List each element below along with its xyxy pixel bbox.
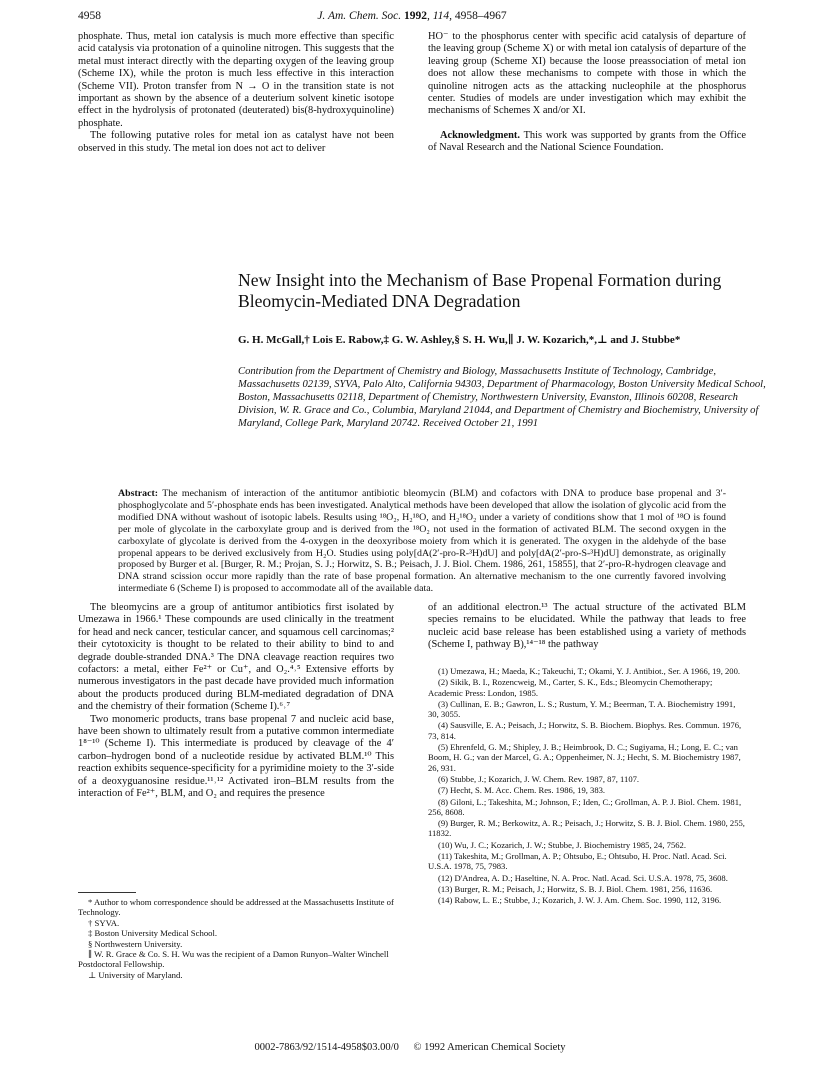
footnote: § Northwestern University. — [88, 938, 183, 949]
journal-name: J. Am. Chem. Soc. — [317, 10, 402, 22]
page-number: 4958 — [78, 10, 101, 22]
reference-item: (9) Burger, R. M.; Berkowitz, A. R.; Peisach, J.; Horwitz, S. B. J. Biol. Chem. 1980, 255, 11832. — [428, 818, 745, 839]
reference-item: (8) Giloni, L.; Takeshita, M.; Johnson, F.; Iden, C.; Grollman, A. P. J. Biol. Chem. 1981, 256, 8608. — [428, 796, 742, 817]
prev-article-right-column — [428, 31, 746, 155]
issn-code: 0002-7863/92/1514-4958$03.00/0 — [254, 1042, 399, 1053]
article-title: New Insight into the Mechanism of Base Propenal Formation during Bleomycin-Mediated DNA Degradation — [238, 270, 722, 311]
body-right-column — [428, 602, 746, 652]
references — [428, 666, 746, 907]
footnotes — [78, 897, 394, 980]
footnote-rule — [78, 892, 136, 893]
running-header — [78, 10, 746, 26]
journal-citation: J. Am. Chem. Soc. 1992, 114, 4958–4967 — [317, 10, 507, 22]
body-paragraph: Two monomeric products, trans base propenal 7 and nucleic acid base, have been shown to ultimately result from a putative common intermediate 1⁸⁻¹⁰ (Scheme I). This intermediate is produced by cleavage of the 4′ carbon–hydrogen bond of a nucleotide residue by activated BLM.¹⁰ This reaction exhibits sequence-specificity for a pyrimidine moiety to the 3′-side of a deoxyguanosine residue.¹¹˒¹² Activated iron–BLM results from the interaction of Fe²⁺, BLM, and O₂ and requires the presence — [78, 713, 394, 800]
reference-item: (11) Takeshita, M.; Grollman, A. P.; Ohtsubo, E.; Ohtsubo, H. Proc. Natl. Acad. Sci. U.S.A. 1978, 75, 7983. — [428, 851, 727, 872]
footnote: ‡ Boston University Medical School. — [88, 928, 218, 939]
footnote: ⊥ University of Maryland. — [88, 969, 183, 980]
acknowledgment-heading: Acknowledgment. — [440, 129, 520, 141]
reference-item: (3) Cullinan, E. B.; Gawron, L. S.; Rustum, Y. M.; Beerman, T. A. Biochemistry 1991, 30, 3055. — [428, 698, 736, 720]
body-paragraph: of an additional electron.¹³ The actual structure of the activated BLM species remains to be elucidated. While the pathway that leads to free nucleic acid base release has been established using a variety of methods (Scheme I, pathway B),¹⁴⁻¹⁸ the pathway — [428, 602, 746, 651]
journal-volume: 114 — [432, 10, 450, 22]
reference-item: (7) Hecht, S. M. Acc. Chem. Res. 1986, 19, 383. — [438, 785, 606, 796]
journal-year: 1992 — [404, 10, 427, 22]
reference-item: (14) Rabow, L. E.; Stubbe, J.; Kozarich, J. W. J. Am. Chem. Soc. 1990, 112, 3196. — [438, 895, 722, 906]
reference-item: (13) Burger, R. M.; Peisach, J.; Horwitz, S. B. J. Biol. Chem. 1981, 256, 11636. — [438, 883, 713, 894]
reference-item: (1) Umezawa, H.; Maeda, K.; Takeuchi, T.; Okami, Y. J. Antibiot., Ser. A 1966, 19, 200. — [438, 666, 741, 676]
reference-item: (12) D'Andrea, A. D.; Haseltine, N. A. Proc. Natl. Acad. Sci. U.S.A. 1978, 75, 3608. — [438, 872, 728, 883]
affiliation: Contribution from the Department of Chemistry and Biology, Massachusetts Institute of Technology, Cambridge, Massachusetts 02139, SYVA, Palo Alto, California 94303, Department of Pharmacology, Boston University Medical School, Boston, Massachusetts 02118, Department of Chemistry, Northwestern University, Evanston, Illinois 60208, Research Division, W. R. Grace and Co., Columbia, Maryland 21044, and Department of Chemistry and Biochemistry, University of Maryland, College Park, Maryland 20742. Received October 21, 1991 — [238, 366, 766, 429]
prev-article-paragraph: phosphate. Thus, metal ion catalysis is much more effective than specific acid catalysis via protonation of a quinoline nitrogen. This suggests that the metal must interact directly with the departing oxygen of the leaving group (Scheme IX), while the proton is much less effective in this interaction (Scheme VII). Proton transfer from N → O in the transition state is not important as shown by the absence of a deuterium solvent kinetic isotope effect in the hydrolysis of protonated (deuterated) bis(8-hydroxyquinoline) phosphate. — [78, 31, 394, 129]
abstract-label: Abstract: — [118, 488, 159, 499]
body-left-column — [78, 602, 394, 801]
prev-article-paragraph: The following putative roles for metal ion as catalyst have not been observed in this study. The metal ion does not act to deliver — [78, 130, 394, 154]
abstract — [118, 488, 726, 595]
journal-pages: 4958–4967 — [454, 10, 507, 22]
prev-article-left-column — [78, 31, 394, 155]
prev-article-paragraph: HO⁻ to the phosphorus center with specific acid catalysis of departure of the leaving group (Scheme X) or with metal ion catalysis of departure of the leaving group (Scheme XI) because the loose preassociation of metal ion does not allow these mechanisms to compete with those in which the quinoline nitrogen acts as the attacking nucleophile at the phosphorus center. Studies of models are under investigation which may exhibit the mechanisms of Schemes X and/or XI. — [428, 31, 746, 117]
body-paragraph: The bleomycins are a group of antitumor antibiotics first isolated by Umezawa in 1966.¹ These compounds are used clinically in the treatment for head and neck cancer, testicular cancer, and squamous cell carcinomas;² their cytotoxicity is thought to be related to their ability to bind to and degrade double-stranded DNA.³ The DNA cleavage reaction requires two cofactors: a metal, either Fe²⁺ or Cu⁺, and O₂.⁴˒⁵ Extensive efforts by numerous investigators in the past decade have provided much information about the products produced during BLM-mediated degradation of DNA and the chemistry of their formation (Scheme I).⁶˒⁷ — [78, 602, 394, 713]
reference-item: (5) Ehrenfeld, G. M.; Shipley, J. B.; Heimbrook, D. C.; Sugiyama, H.; Long, E. C.; van Boom, H. G.; van der Marcel, G. A.; Oppenheimer, N. J.; Hecht, S. M. Biochemistry 1987, 26, 931. — [428, 742, 741, 773]
acknowledgment — [428, 130, 746, 155]
page-footer — [0, 1042, 820, 1053]
reference-item: (4) Sausville, E. A.; Peisach, J.; Horwitz, S. B. Biochem. Biophys. Res. Commun. 1976, 73, 814. — [428, 720, 742, 741]
footnote: * Author to whom correspondence should be addressed at the Massachusetts Institute of Technology. — [78, 897, 394, 918]
author-list: G. H. McGall,† Lois E. Rabow,‡ G. W. Ashley,§ S. H. Wu,∥ J. W. Kozarich,*,⊥ and J. Stubbe* — [238, 334, 681, 346]
footnote: ∥ W. R. Grace & Co. S. H. Wu was the recipient of a Damon Runyon–Walter Winchell Postdoctoral Fellowship. — [78, 949, 389, 970]
reference-item: (6) Stubbe, J.; Kozarich, J. W. Chem. Rev. 1987, 87, 1107. — [438, 773, 640, 784]
reference-item: (10) Wu, J. C.; Kozarich, J. W.; Stubbe, J. Biochemistry 1985, 24, 7562. — [438, 839, 686, 850]
footnote: † SYVA. — [88, 917, 120, 928]
copyright: © 1992 American Chemical Society — [413, 1042, 566, 1053]
acknowledgment-text: This work was supported by grants from the Office of Naval Research and the National Science Foundation. — [428, 129, 746, 154]
abstract-text: The mechanism of interaction of the antitumor antibiotic bleomycin (BLM) and cofactors with DNA to produce base propenal and 3′-phosphoglycolate and 5′-phosphate ends has been investigated. Analytical methods have been developed that allow the isolation of glycolic acid from the modified DNA without washout of isotopic labels. Results using ¹⁸O₂, H₂¹⁸O, and H₂¹⁸O₂ under a variety of conditions show that 1 mol of ¹⁸O is found per mole of glycolate in the carboxylate group and is derived from the ¹⁸O₂ not used in the formation of activated BLM. The second oxygen in the carboxylate of glycolate is derived from the 4-oxygen in the deoxyribose moiety from which it is generated. The oxygen in the aldehyde of the base propenal appears to be derived exclusively from H₂O. Studies using poly[dA(2′-pro-R-³H)dU] and poly[dA(2′-pro-S-³H)dU] demonstrate, as originally proposed by Burger et al. [Burger, R. M.; Projan, S. J.; Horwitz, S. B.; Peisach, J. J. Biol. Chem. 1986, 261, 15855], that 2′-pro-R-hydrogen cleavage and DNA strand scission occur more rapidly than the rate of base propenal formation. An alternative mechanism to the one currently favored involving intermediate 6 (Scheme I) is proposed to accommodate all of the available data. — [118, 488, 726, 595]
reference-item: (2) Sikik, B. I., Rozencweig, M., Carter, S. K., Eds.; Bleomycin Chemotherapy; Academic Press: London, 1985. — [428, 677, 713, 698]
